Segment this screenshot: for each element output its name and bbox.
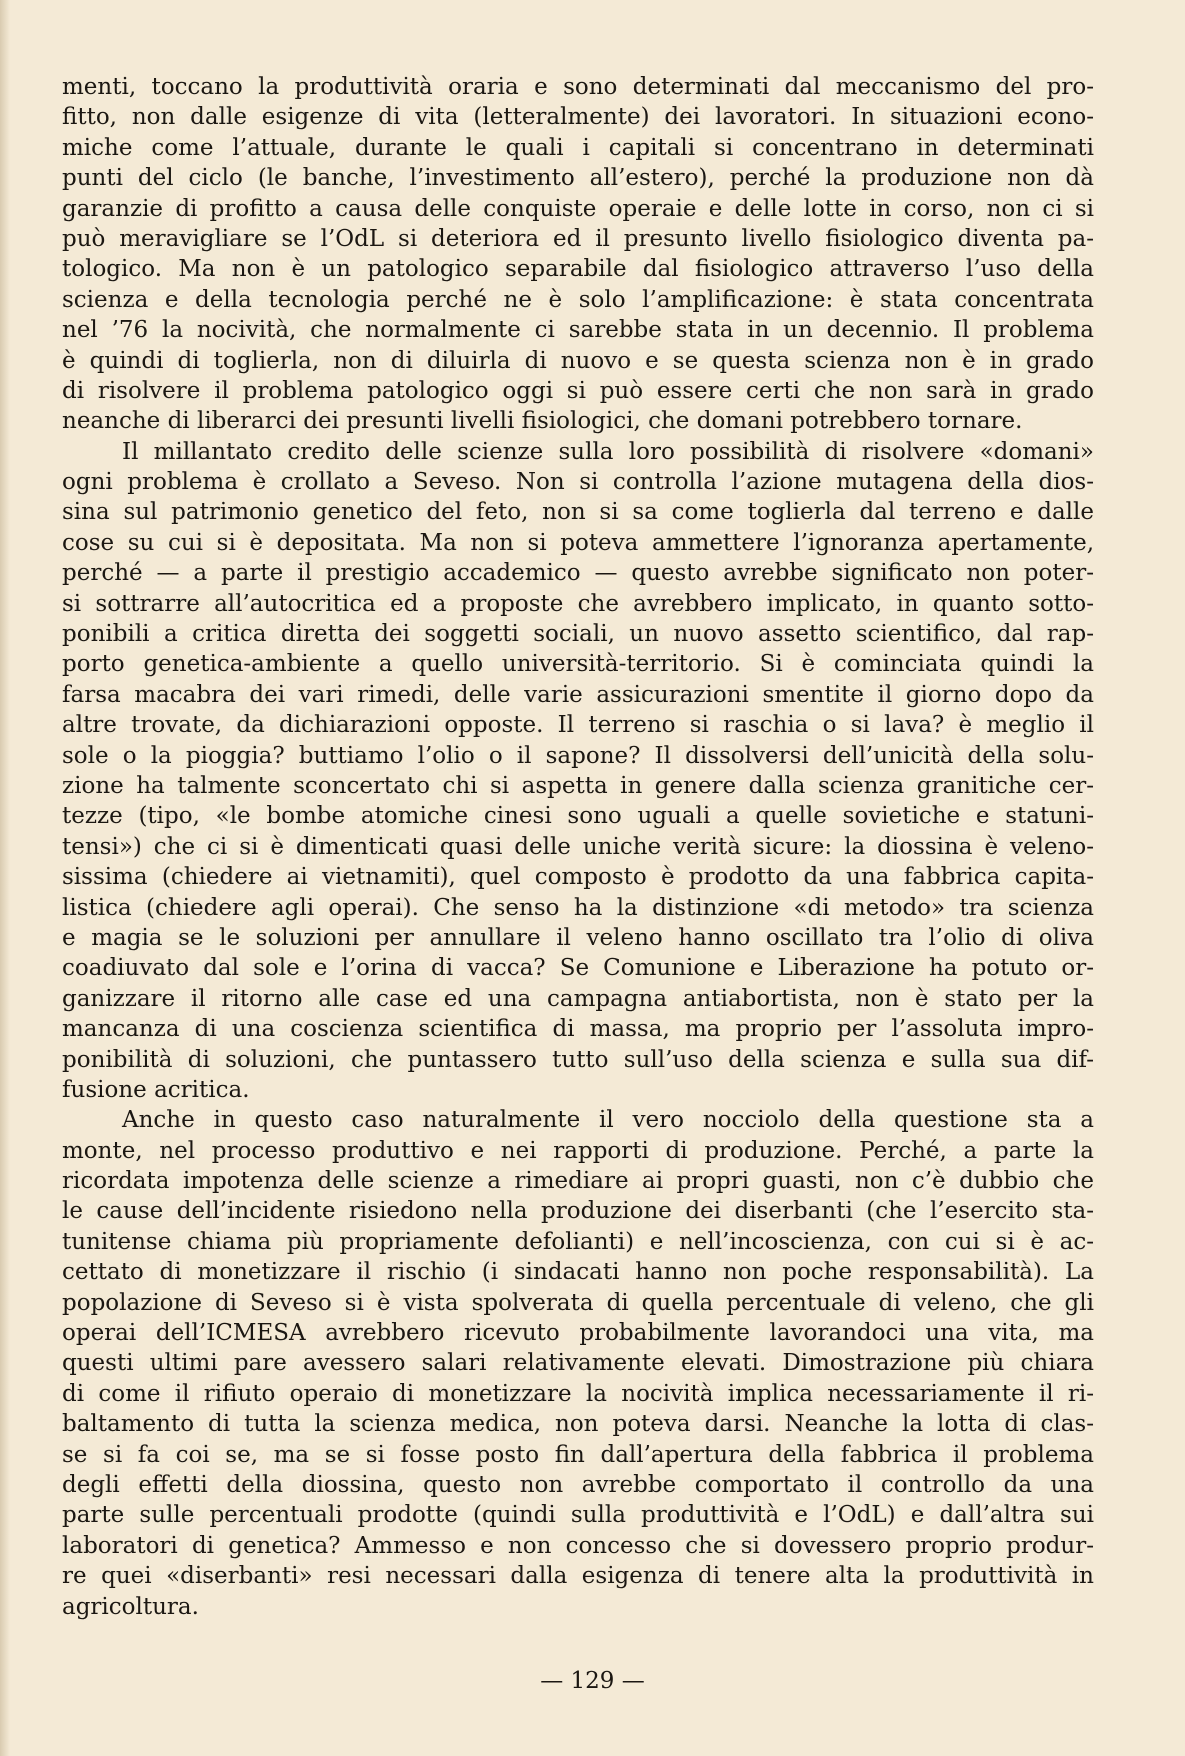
- text-line: sissima (chiedere ai vietnamiti), quel composto è prodotto da una fabbrica capita-: [62, 864, 1094, 891]
- text-line: questi ultimi pare avessero salari relativamente elevati. Dimostrazione più chiara: [62, 1350, 1094, 1377]
- text-line: Anche in questo caso naturalmente il vero nocciolo della questione sta a: [122, 1107, 1094, 1134]
- text-line: baltamento di tutta la scienza medica, non poteva darsi. Neanche la lotta di clas-: [62, 1411, 1094, 1438]
- text-line: ricordata impotenza delle scienze a rimediare ai propri guasti, non c’è dubbio che: [62, 1168, 1094, 1195]
- text-line: può meravigliare se l’OdL si deteriora ed il presunto livello fisiologico diventa pa-: [62, 225, 1094, 252]
- text-line: sina sul patrimonio genetico del feto, non si sa come toglierla dal terreno e dalle: [62, 499, 1094, 526]
- text-line: popolazione di Seveso si è vista spolverata di quella percentuale di veleno, che gli: [62, 1289, 1094, 1316]
- text-line: tologico. Ma non è un patologico separabile dal fisiologico attraverso l’uso della: [62, 256, 1094, 283]
- text-line: zione ha talmente sconcertato chi si aspetta in genere dalla scienza granitiche cer-: [62, 772, 1094, 799]
- text-line: monte, nel processo produttivo e nei rapporti di produzione. Perché, a parte la: [62, 1137, 1094, 1164]
- text-line: ponibilità di soluzioni, che puntassero tutto sull’uso della scienza e sulla sua dif-: [62, 1046, 1094, 1073]
- text-line: operai dell’ICMESA avrebbero ricevuto probabilmente lavorandoci una vita, ma: [62, 1320, 1094, 1347]
- text-line: fitto, non dalle esigenze di vita (letteralmente) dei lavoratori. In situazioni econo-: [62, 104, 1094, 131]
- text-line: agricoltura.: [62, 1593, 199, 1620]
- body-text: [62, 72, 1094, 1622]
- text-line: di come il rifiuto operaio di monetizzare la nocività implica necessariamente il ri-: [62, 1380, 1094, 1407]
- text-line: fusione acritica.: [62, 1076, 250, 1103]
- text-line: re quei «diserbanti» resi necessari dalla esigenza di tenere alta la produttività in: [62, 1563, 1094, 1590]
- text-line: degli effetti della diossina, questo non avrebbe comportato il controllo da una: [62, 1471, 1094, 1498]
- text-line: coadiuvato dal sole e l’orina di vacca? Se Comunione e Liberazione ha potuto or-: [62, 955, 1094, 982]
- text-line: è quindi di toglierla, non di diluirla di nuovo e se questa scienza non è in grado: [62, 347, 1094, 374]
- text-line: le cause dell’incidente risiedono nella produzione dei diserbanti (che l’esercito sta-: [62, 1198, 1094, 1225]
- text-line: laboratori di genetica? Ammesso e non concesso che si dovessero proprio produr-: [62, 1532, 1094, 1559]
- text-line: mancanza di una coscienza scientifica di massa, ma proprio per l’assoluta impro-: [62, 1016, 1094, 1043]
- text-line: menti, toccano la produttività oraria e sono determinati dal meccanismo del pro-: [62, 74, 1094, 100]
- text-line: perché — a parte il prestigio accademico — questo avrebbe significato non poter-: [62, 560, 1094, 587]
- text-line: cettato di monetizzare il rischio (i sindacati hanno non poche responsabilità). La: [62, 1259, 1094, 1286]
- text-line: scienza e della tecnologia perché ne è solo l’amplificazione: è stata concentrata: [62, 286, 1094, 313]
- text-line: Il millantato credito delle scienze sulla loro possibilità di risolvere «domani»: [122, 438, 1094, 465]
- text-line: si sottrarre all’autocritica ed a proposte che avrebbero implicato, in quanto sotto-: [62, 590, 1094, 617]
- text-line: ganizzare il ritorno alle case ed una campagna antiabortista, non è stato per la: [62, 985, 1094, 1012]
- text-line: di risolvere il problema patologico oggi si può essere certi che non sarà in grado: [62, 377, 1094, 404]
- text-line: parte sulle percentuali prodotte (quindi sulla produttività e l’OdL) e dall’altra sui: [62, 1502, 1094, 1529]
- text-line: tezze (tipo, «le bombe atomiche cinesi sono uguali a quelle sovietiche e statuni-: [62, 803, 1094, 830]
- text-line: cose su cui si è depositata. Ma non si poteva ammettere l’ignoranza apertamente,: [62, 529, 1094, 556]
- text-line: punti del ciclo (le banche, l’investimento all’estero), perché la produzione non dà: [62, 165, 1094, 192]
- page-number: — 129 —: [540, 1668, 645, 1694]
- text-line: nel ’76 la nocività, che normalmente ci sarebbe stata in un decennio. Il problema: [62, 317, 1094, 344]
- text-line: ponibili a critica diretta dei soggetti sociali, un nuovo assetto scientifico, dal rap-: [62, 621, 1094, 648]
- text-line: listica (chiedere agli operai). Che senso ha la distinzione «di metodo» tra scienza: [62, 894, 1094, 921]
- paragraph: [62, 437, 1094, 1106]
- text-line: farsa macabra dei vari rimedi, delle varie assicurazioni smentite il giorno dopo da: [62, 681, 1094, 708]
- text-line: garanzie di profitto a causa delle conquiste operaie e delle lotte in corso, non ci si: [62, 195, 1094, 222]
- text-line: tensi») che ci si è dimenticati quasi delle uniche verità sicure: la diossina è veleno-: [62, 833, 1094, 860]
- text-line: neanche di liberarci dei presunti livelli fisiologici, che domani potrebbero tornare.: [62, 408, 1023, 435]
- page-binding-shadow: [0, 0, 10, 1756]
- text-line: porto genetica-ambiente a quello università-territorio. Si è cominciata quindi la: [62, 651, 1094, 678]
- paragraph: [62, 72, 1094, 437]
- paragraph: [62, 1105, 1094, 1622]
- text-line: e magia se le soluzioni per annullare il veleno hanno oscillato tra l’olio di oliva: [62, 924, 1094, 951]
- text-line: miche come l’attuale, durante le quali i capitali si concentrano in determinati: [62, 134, 1094, 161]
- text-line: se si fa coi se, ma se si fosse posto fin dall’apertura della fabbrica il problema: [62, 1441, 1094, 1468]
- text-line: altre trovate, da dichiarazioni opposte. Il terreno si raschia o si lava? è meglio il: [62, 712, 1094, 739]
- text-line: ogni problema è crollato a Seveso. Non si controlla l’azione mutagena della dios-: [62, 469, 1094, 496]
- text-line: sole o la pioggia? buttiamo l’olio o il sapone? Il dissolversi dell’unicità della solu-: [62, 742, 1094, 769]
- text-line: tunitense chiama più propriamente defolianti) e nell’incoscienza, con cui si è ac-: [62, 1228, 1094, 1255]
